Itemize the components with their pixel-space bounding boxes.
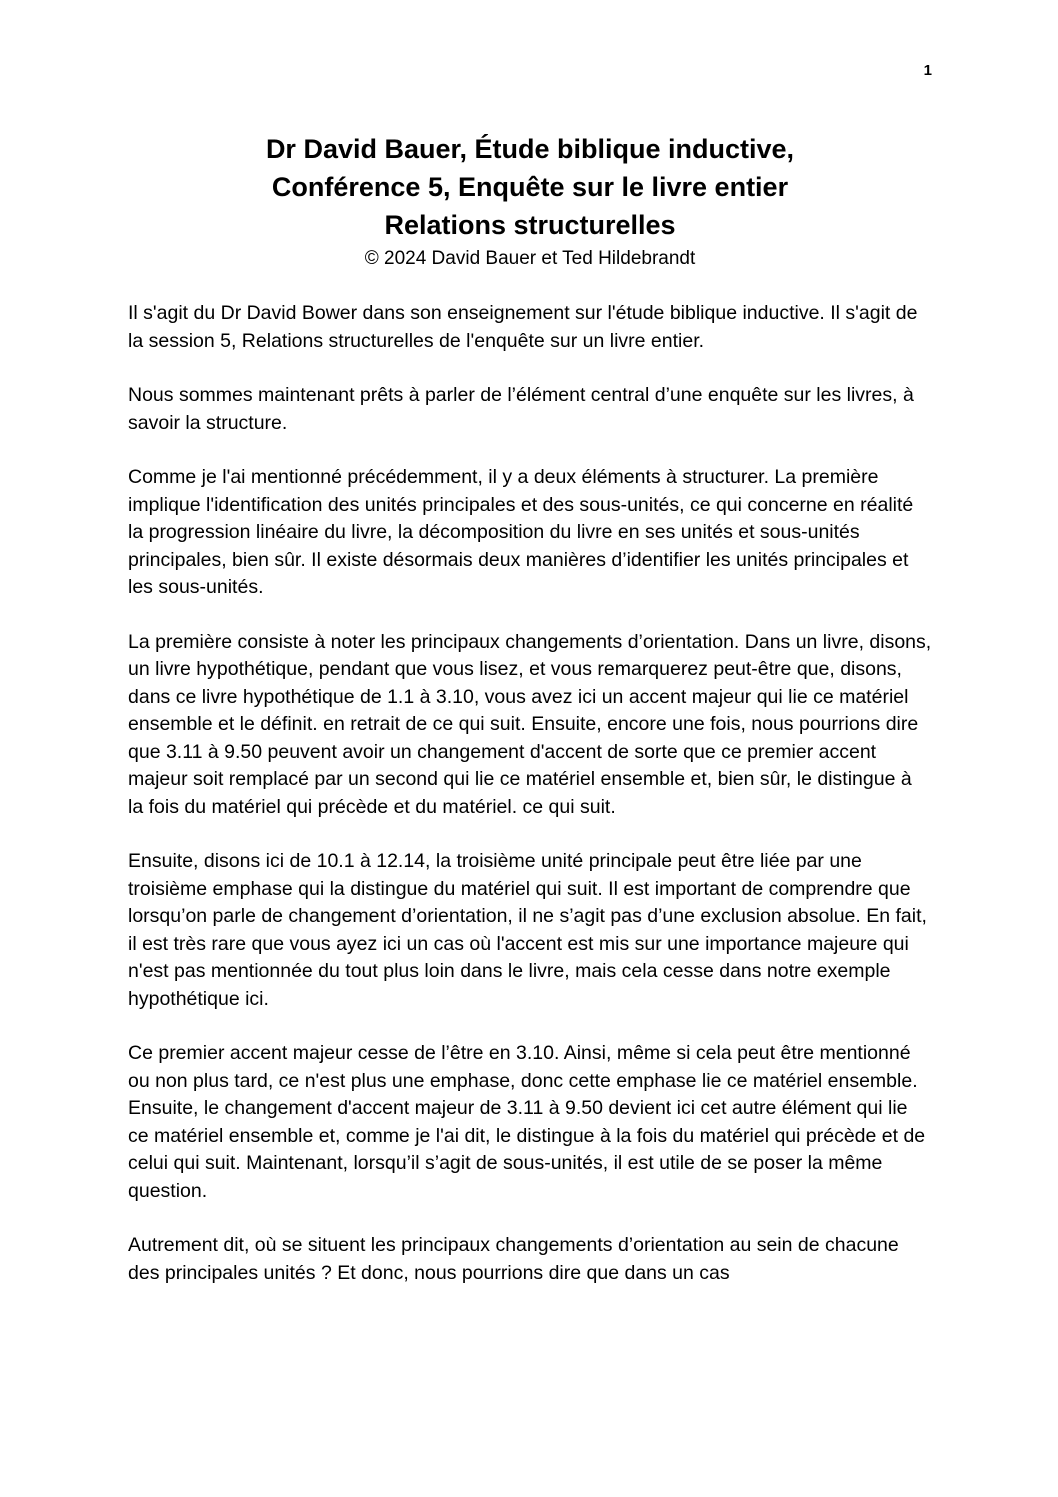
copyright-line: © 2024 David Bauer et Ted Hildebrandt xyxy=(364,248,696,269)
title-line-2: Conférence 5, Enquête sur le livre entier xyxy=(271,172,789,202)
body-text xyxy=(128,300,932,1287)
paragraph-4: La première consiste à noter les principaux changements d’orientation. Dans un livre, disons, un livre hypothétique, pendant que vous lisez, et vous remarquerez peut-être que, disons, dans ce livre hypothétique de 1.1 à 3.10, vous avez ici un accent majeur qui lie ce matériel ensemble et le définit. en retrait de ce qui suit. Ensuite, encore une fois, nous pourrions dire que 3.11 à 9.50 peuvent avoir un changement d'accent de sorte que ce premier accent majeur soit remplacé par un second qui lie ce matériel ensemble et, bien sûr, le distingue à la fois du matériel qui précède et du matériel. ce qui suit. xyxy=(128,630,932,818)
title-line-3: Relations structurelles xyxy=(384,210,676,240)
document-title xyxy=(128,130,932,244)
paragraph-3: Comme je l'ai mentionné précédemment, il y a deux éléments à structurer. La première implique l'identification des unités principales et des sous-unités, ce qui concerne en réalité la progression linéaire du livre, la décomposition du livre en ses unités et sous-unités principales, bien sûr. Il existe désormais deux manières d’identifier les unités principales et les sous-unités. xyxy=(128,466,914,598)
page-number: 1 xyxy=(923,62,932,79)
paragraph-6: Ce premier accent majeur cesse de l’être en 3.10. Ainsi, même si cela peut être mentionné ou non plus tard, ce n'est plus une emphase, donc cette emphase lie ce matériel ensemble. Ensuite, le changement d'accent majeur de 3.11 à 9.50 devient ici cet autre élément qui lie ce matériel ensemble et, comme je l'ai dit, le distingue à la fois du matériel qui précède et de celui qui suit. Maintenant, lorsqu’il s’agit de sous-unités, il est utile de se poser la même question. xyxy=(128,1042,926,1202)
paragraph-1: Il s'agit du Dr David Bower dans son enseignement sur l'étude biblique inductive. Il s'agit de la session 5, Relations structurelles de l'enquête sur un livre entier. xyxy=(128,302,918,352)
title-line-1: Dr David Bauer, Étude biblique inductive, xyxy=(265,134,795,164)
paragraph-2: Nous sommes maintenant prêts à parler de l’élément central d’une enquête sur les livres, à savoir la structure. xyxy=(128,384,914,434)
paragraph-5: Ensuite, disons ici de 10.1 à 12.14, la troisième unité principale peut être liée par une troisième emphase qui la distingue du matériel qui suit. Il est important de comprendre que lorsqu’on parle de changement d’orientation, il ne s’agit pas d’une exclusion absolue. En fait, il est très rare que vous ayez ici un cas où l'accent est mis sur une importance majeure qui n'est pas mentionnée du tout plus loin dans le livre, mais cela cesse dans notre exemple hypothétique ici. xyxy=(128,850,927,1010)
paragraph-7: Autrement dit, où se situent les principaux changements d’orientation au sein de chacune des principales unités ? Et donc, nous pourrions dire que dans un cas xyxy=(128,1234,899,1284)
page-content xyxy=(128,130,932,1287)
